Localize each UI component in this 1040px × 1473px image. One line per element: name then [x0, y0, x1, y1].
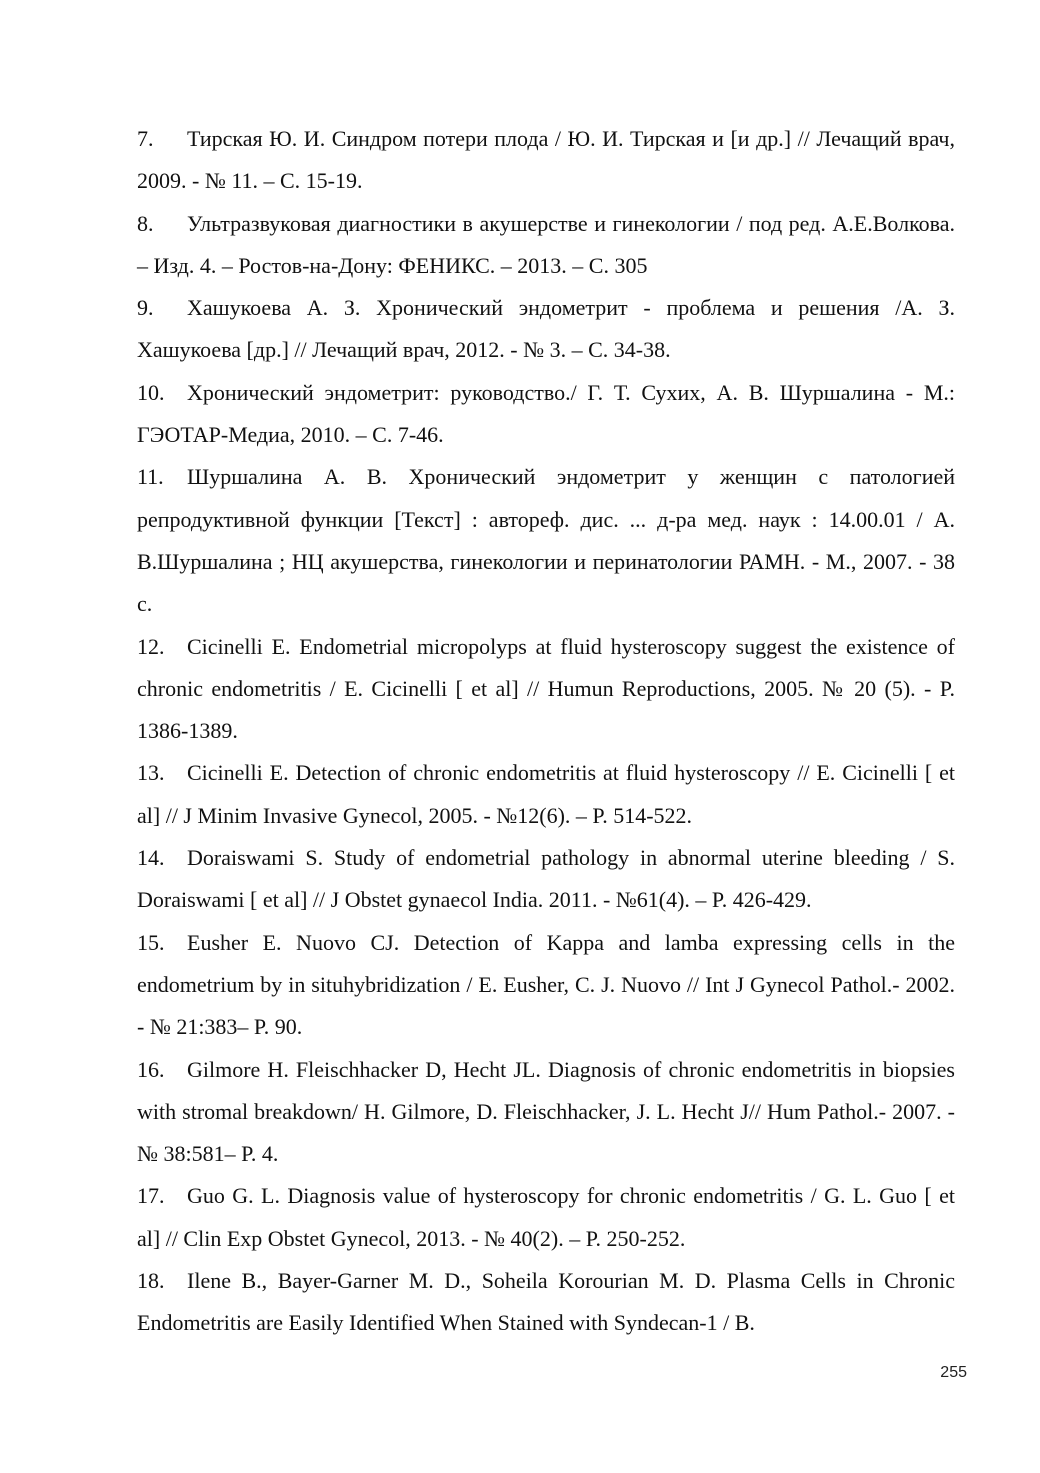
reference-item	[137, 372, 955, 457]
reference-list	[137, 118, 955, 1345]
reference-item	[137, 287, 955, 372]
reference-text: Хашукоева А. З. Хронический эндометрит - проблема и решения /А. З. Хашукоева [др.] // Лечащий врач, 2012. - № 3. – С. 34-38.	[137, 295, 955, 363]
reference-number: 13.	[137, 760, 165, 786]
reference-number: 10.	[137, 379, 165, 405]
reference-text: Gilmore H. Fleischhacker D, Hecht JL. Diagnosis of chronic endometritis in biopsies with stromal breakdown/ H. Gilmore, D. Fleischhacker, J. L. Hecht J// Hum Pathol.- 2007. - № 38:581– P. 4.	[137, 1056, 955, 1167]
page-number: 255	[940, 1364, 967, 1381]
reference-number: 12.	[137, 633, 165, 659]
reference-item	[137, 456, 955, 625]
reference-number: 7.	[137, 126, 154, 151]
reference-item	[137, 626, 955, 753]
reference-text: Doraiswami S. Study of endometrial pathology in abnormal uterine bleeding / S. Doraiswami [ et al] // J Obstet gynaecol India. 2011. - №61(4). – P. 426-429.	[137, 845, 955, 913]
reference-text: Ilene B., Bayer-Garner M. D., Soheila Korourian M. D. Plasma Cells in Chronic Endometritis are Easily Identified When Stained with Syndecan-1 / B.	[137, 1268, 955, 1336]
reference-number: 14.	[137, 845, 165, 871]
reference-item	[137, 203, 955, 288]
reference-number: 18.	[137, 1268, 165, 1294]
reference-text: Cicinelli E. Detection of chronic endometritis at fluid hysteroscopy // E. Cicinelli [ et al] // J Minim Invasive Gynecol, 2005. - №12(6). – P. 514-522.	[137, 760, 955, 828]
reference-text: Ультразвуковая диагностики в акушерстве и гинекологии / под ред. А.Е.Волкова. – Изд. 4. – Ростов-на-Дону: ФЕНИКС. – 2013. – С. 305	[137, 210, 955, 278]
reference-text: Тирская Ю. И. Синдром потери плода / Ю. И. Тирская и [и др.] // Лечащий врач, 2009. - № 11. – С. 15-19.	[137, 126, 955, 194]
reference-text: Guo G. L. Diagnosis value of hysteroscopy for chronic endometritis / G. L. Guo [ et al] // Clin Exp Obstet Gynecol, 2013. - № 40(2). – P. 250-252.	[137, 1183, 955, 1251]
reference-item	[137, 1260, 955, 1345]
reference-number: 16.	[137, 1056, 165, 1082]
reference-number: 17.	[137, 1183, 165, 1209]
reference-text: Cicinelli E. Endometrial micropolyps at fluid hysteroscopy suggest the existence of chronic endometritis / E. Cicinelli [ et al] // Humun Reproductions, 2005. № 20 (5). - P. 1386-1389.	[137, 633, 955, 744]
reference-text: Eusher E. Nuovo CJ. Detection of Kappa and lamba expressing cells in the endometrium by in situhybridization / E. Eusher, C. J. Nuovo // Int J Gynecol Pathol.- 2002. - № 21:383– P. 90.	[137, 929, 955, 1040]
reference-item	[137, 1175, 955, 1260]
reference-item	[137, 922, 955, 1049]
reference-text: Хронический эндометрит: руководство./ Г. Т. Сухих, А. В. Шуршалина - М.: ГЭОТАР-Медиа, 2010. – С. 7-46.	[137, 379, 955, 448]
reference-item	[137, 1049, 955, 1176]
reference-number: 15.	[137, 929, 165, 955]
reference-item	[137, 118, 955, 203]
reference-number: 9.	[137, 295, 154, 321]
reference-number: 11.	[137, 464, 164, 490]
reference-text: Шуршалина А. В. Хронический эндометрит у женщин с патологией репродуктивной функции [Текст] : автореф. дис. ... д-ра мед. наук : 14.00.01 / А. В.Шуршалина ; НЦ акушерства, гинекологии и перинатологии РАМН. - М., 2007. - 38 с.	[137, 464, 955, 617]
reference-number: 8.	[137, 210, 154, 236]
reference-item	[137, 837, 955, 922]
reference-item	[137, 752, 955, 837]
